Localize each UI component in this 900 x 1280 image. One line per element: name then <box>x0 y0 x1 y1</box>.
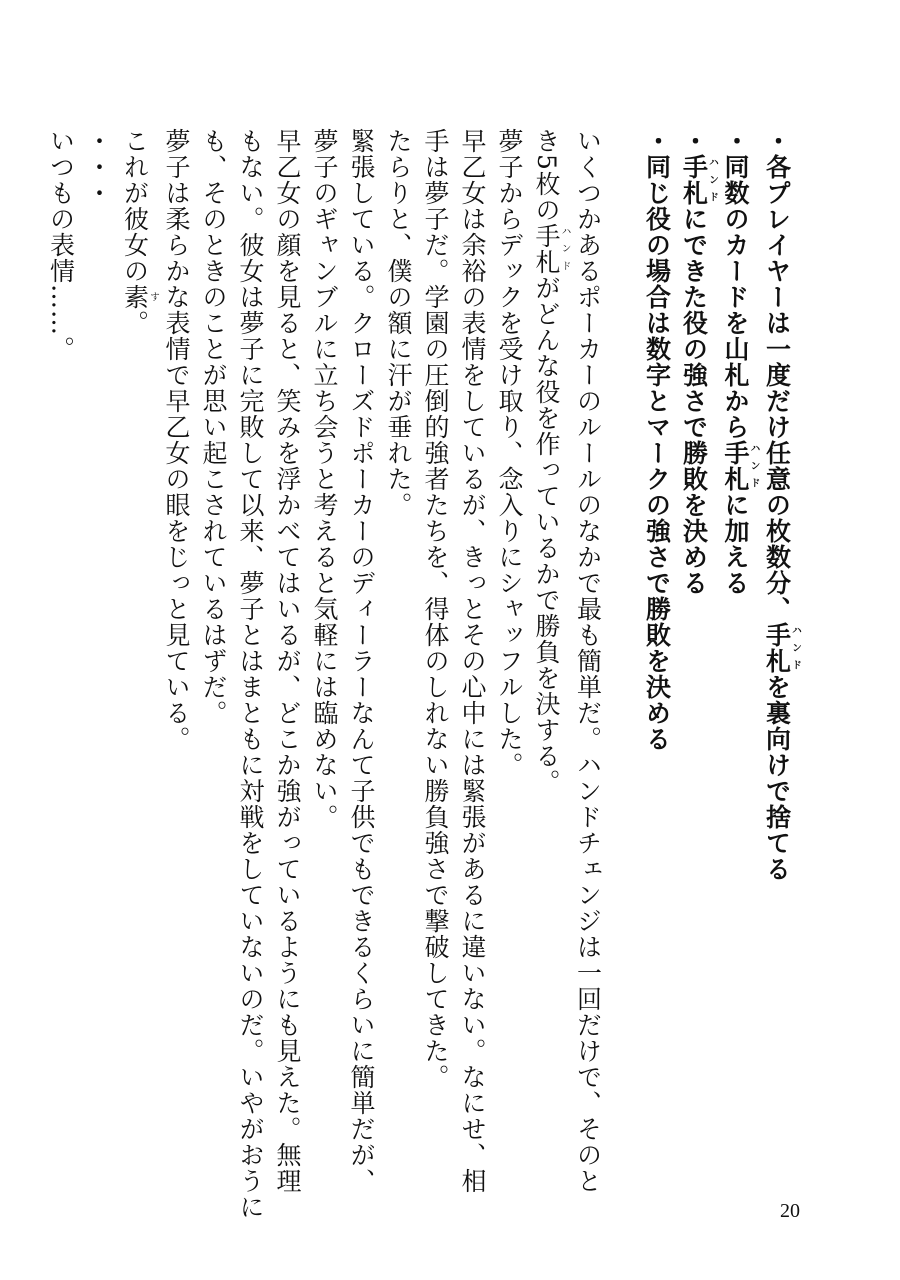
body-line-11: も、そのときのことが思い起こされているはずだ。 <box>199 128 228 726</box>
body-line-13: これが彼女の素す。 <box>120 128 159 336</box>
body-line-15: いつもの表情……。 <box>46 128 76 362</box>
body-line-1: いくつかあるポーカーのルールのなかで最も簡単だ。ハンドチェンジは一回だけで、そのと <box>573 128 603 1194</box>
body-line-10: もない。彼女は夢子に完敗して以来、夢子とはまともに対戦をしていないのだ。いやがおうに <box>236 128 265 1220</box>
rule-item-4: ・同じ役の場合は数字とマークの強さで勝敗を決める <box>642 128 672 752</box>
body-line-14: ・・・ <box>83 128 113 206</box>
section-gap <box>607 128 639 1088</box>
body-line-3: 夢子からデックを受け取り、念入りにシャッフルした。 <box>495 128 524 778</box>
body-line-6: たらりと、僕の額に汗が垂れた。 <box>384 128 413 518</box>
body-line-9: 早乙女の顔を見ると、笑みを浮かべてはいるが、どこか強がっているようにも見えた。無理 <box>273 128 302 1194</box>
body-line-8: 夢子のギャンブルに立ち会うと考えると気軽には臨めない。 <box>310 128 339 830</box>
body-line-2: き5枚の手札ハンドがどんな役を作っているかで勝負を決する。 <box>532 128 570 795</box>
rule-item-2: ・同数のカードを山札から手札ハンドに加える <box>721 128 759 596</box>
body-text <box>43 128 607 1220</box>
body-line-7: 緊張している。クローズドポーカーのディーラーなんて子供でもできるくらいに簡単だが、 <box>347 128 376 1194</box>
rules-list <box>639 128 801 1088</box>
page-number: 20 <box>780 1200 800 1222</box>
rule-item-1: ・各プレイヤーは一度だけ任意の枚数分、手札ハンドを裏向けで捨てる <box>762 128 801 882</box>
rule-item-3: ・手札ハンドにできた役の強さで勝敗を決める <box>679 128 718 596</box>
body-line-4: 早乙女は余裕の表情をしているが、きっとその心中には緊張があるに違いない。なにせ、相 <box>458 128 487 1194</box>
body-line-5: 手は夢子だ。学園の圧倒的強者たちを、得体のしれない勝負強さで撃破してきた。 <box>421 128 450 1090</box>
body-line-12: 夢子は柔らかな表情で早乙女の眼をじっと見ている。 <box>162 128 191 752</box>
